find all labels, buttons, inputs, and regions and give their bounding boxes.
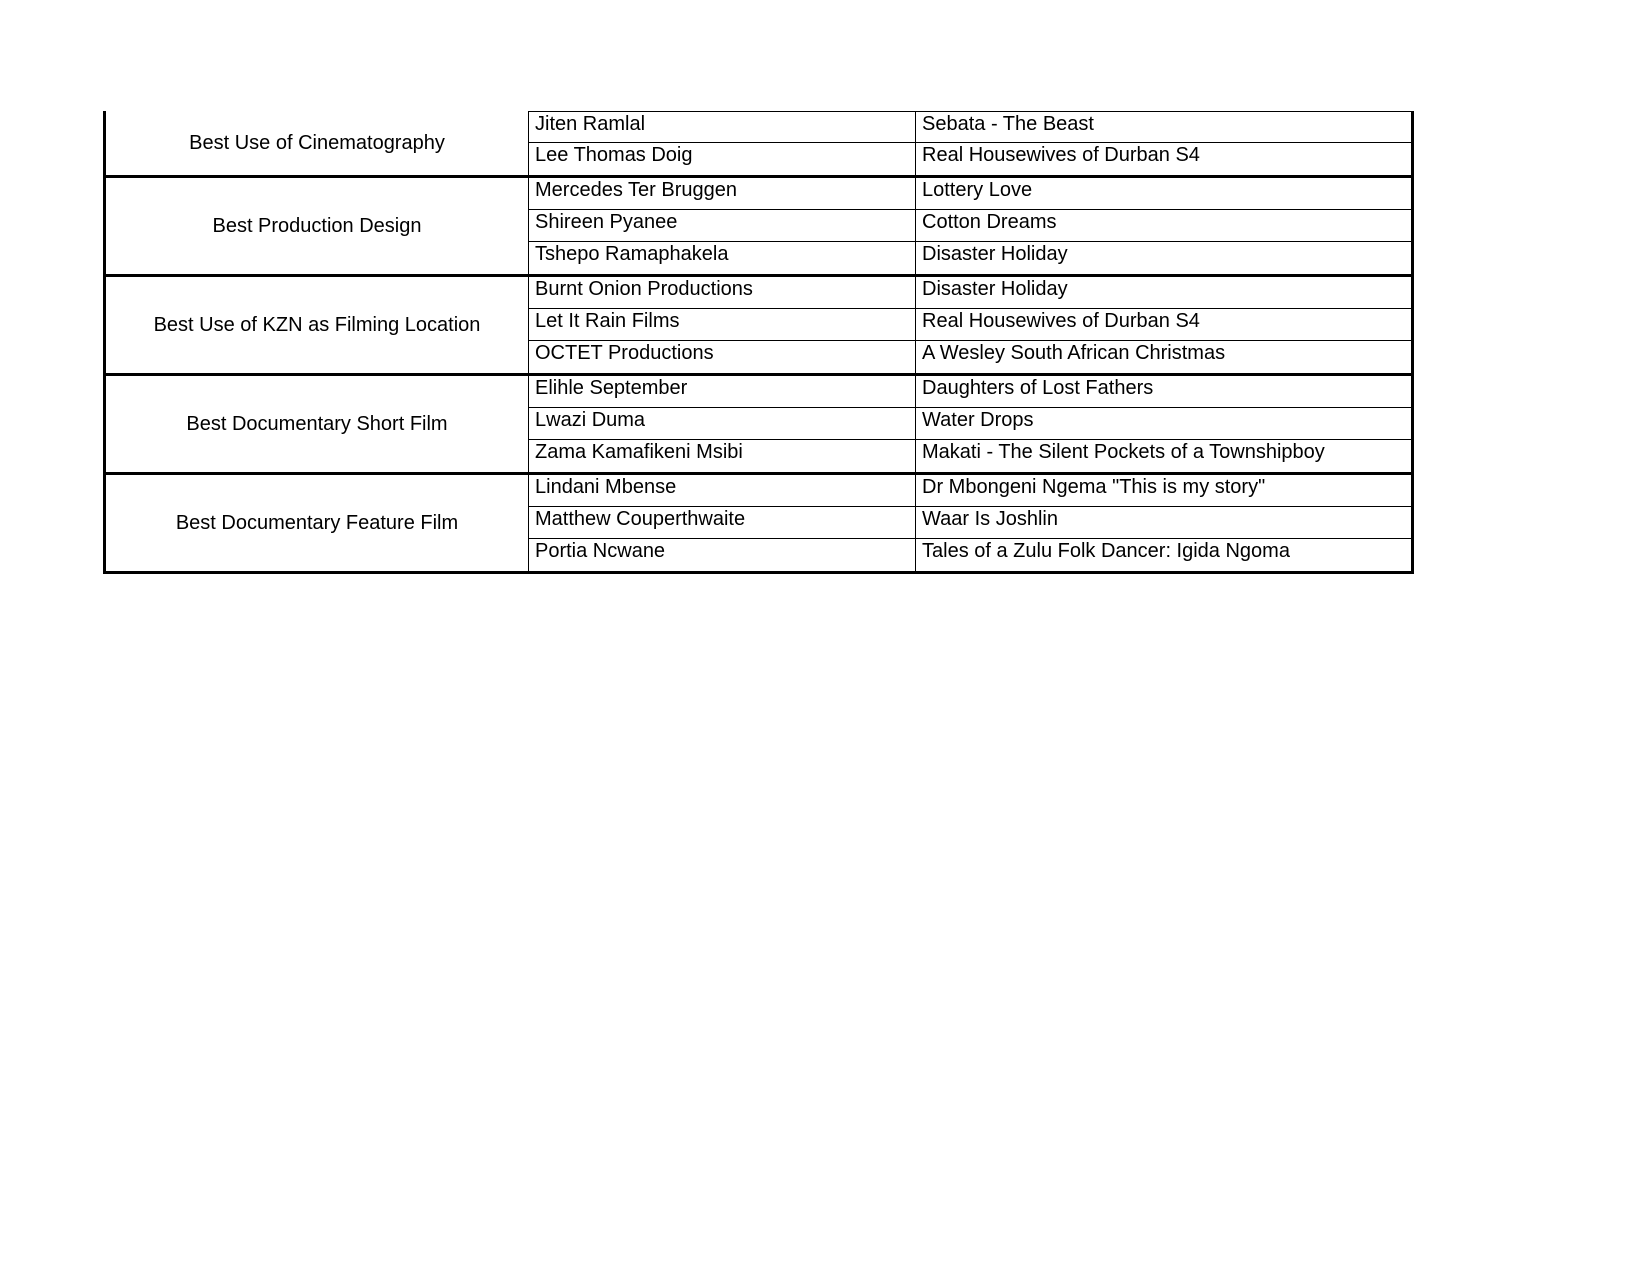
nominee-name: Lee Thomas Doig (529, 143, 916, 175)
table-row (529, 507, 1411, 539)
award-category: Best Use of Cinematography (106, 111, 529, 175)
table-row (529, 440, 1411, 472)
nominee-rows (529, 475, 1411, 571)
table-row (529, 111, 1411, 143)
table-row (529, 376, 1411, 408)
nominee-name: OCTET Productions (529, 341, 916, 373)
award-group (103, 277, 1414, 376)
table-row (529, 277, 1411, 309)
award-category: Best Use of KZN as Filming Location (106, 277, 529, 373)
production-title: Real Housewives of Durban S4 (922, 144, 1200, 166)
nominee-name: Tshepo Ramaphakela (529, 242, 916, 274)
award-group (103, 475, 1414, 574)
nominee-name: Zama Kamafikeni Msibi (529, 440, 916, 472)
table-row (529, 341, 1411, 373)
nominees-table (103, 111, 1414, 574)
table-row (529, 242, 1411, 274)
production-title: Real Housewives of Durban S4 (922, 310, 1200, 332)
nominee-rows (529, 376, 1411, 472)
nominee-rows (529, 111, 1411, 175)
nominee-name: Let It Rain Films (529, 309, 916, 340)
table-row (529, 178, 1411, 210)
production-title: Waar Is Joshlin (922, 508, 1058, 530)
production-title: Disaster Holiday (922, 243, 1068, 265)
award-group (103, 111, 1414, 178)
production-title: Dr Mbongeni Ngema "This is my story" (922, 476, 1266, 498)
production-title: Sebata - The Beast (922, 113, 1094, 135)
nominee-name: Lwazi Duma (529, 408, 916, 439)
nominee-name: Jiten Ramlal (529, 112, 916, 142)
nominee-name: Matthew Couperthwaite (529, 507, 916, 538)
award-group (103, 376, 1414, 475)
production-title: Makati - The Silent Pockets of a Townshipboy (922, 441, 1325, 463)
production-title: Cotton Dreams (922, 211, 1057, 233)
production-title: Daughters of Lost Fathers (922, 377, 1154, 399)
table-row (529, 210, 1411, 242)
table-row (529, 408, 1411, 440)
award-category: Best Documentary Short Film (106, 376, 529, 472)
award-category: Best Documentary Feature Film (106, 475, 529, 571)
production-title: Tales of a Zulu Folk Dancer: Igida Ngoma (922, 540, 1290, 562)
nominee-name: Lindani Mbense (529, 475, 916, 506)
production-title: Lottery Love (922, 179, 1033, 201)
nominee-rows (529, 277, 1411, 373)
award-category: Best Production Design (106, 178, 529, 274)
nominee-name: Burnt Onion Productions (529, 277, 916, 308)
nominee-name: Portia Ncwane (529, 539, 916, 571)
award-group (103, 178, 1414, 277)
table-row (529, 309, 1411, 341)
nominee-name: Shireen Pyanee (529, 210, 916, 241)
production-title: A Wesley South African Christmas (922, 342, 1226, 364)
nominee-name: Mercedes Ter Bruggen (529, 178, 916, 209)
table-row (529, 143, 1411, 175)
nominee-name: Elihle September (529, 376, 916, 407)
nominee-rows (529, 178, 1411, 274)
production-title: Disaster Holiday (922, 278, 1068, 300)
production-title: Water Drops (922, 409, 1034, 431)
table-row (529, 475, 1411, 507)
table-row (529, 539, 1411, 571)
